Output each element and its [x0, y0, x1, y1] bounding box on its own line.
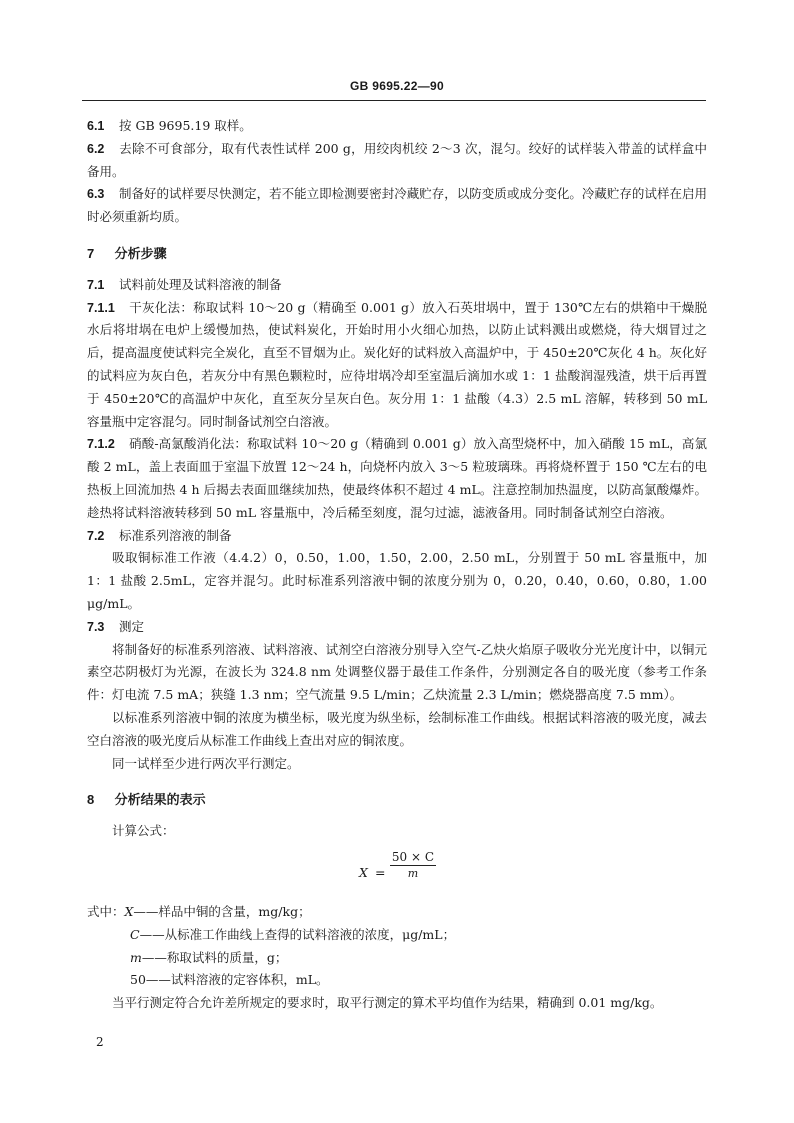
clause-number: 6.2	[87, 141, 105, 156]
clause-number: 7.2	[87, 528, 105, 543]
definition-symbol: m	[130, 949, 142, 965]
header-rule	[82, 100, 706, 101]
clause-title: 试料前处理及试料溶液的制备	[118, 276, 282, 292]
section-number: 8	[87, 792, 95, 808]
result-conclusion: 当平行测定符合允许差所规定的要求时，取平行测定的算术平均值作为结果，精确到 0.01 mg/kg。	[112, 995, 663, 1011]
clause-number: 7.1.1	[87, 300, 115, 315]
clause-7-2-text: 吸取铜标准工作液（4.4.2）0，0.50，1.00，1.50，2.00，2.50 mL，分别置于 50 mL 容量瓶中，加 1：1 盐酸 2.5mL，定容并混匀。此时标准系列溶液中铜的浓度分别为 0，0.20，0.40，0.60，0.80，1.00 μg/mL。	[87, 550, 707, 611]
formula-numerator: 50 × C	[391, 849, 435, 864]
clause-text: 制备好的试样要尽快测定，若不能立即检测要密封冷藏贮存，以防变质或成分变化。冷藏贮存的试样在启用时必须重新均质。	[87, 186, 707, 225]
definition-symbol: C	[130, 926, 140, 942]
definition-symbol: X	[124, 903, 134, 919]
formula-denominator: m	[407, 866, 419, 880]
definition-text: ——从标准工作曲线上查得的试料溶液的浓度，μg/mL；	[139, 926, 456, 942]
clause-text: 硝酸-高氯酸消化法：称取试料 10～20 g（精确到 0.001 g）放入高型烧杯中，加入硝酸 15 mL，高氯酸 2 mL，盖上表面皿于室温下放置 12～24 h，向烧杯内放入 3～5 粒玻璃珠。再将烧杯置于 150 ℃左右的电热板上回流加热 4 h 后揭去表面皿继续加热，使最终体积不超过 4 mL。注意控制加热温度，以防高氯酸爆炸。趁热将试料溶液转移到 50 mL 容量瓶中，冷后稀至刻度，混匀过滤，滤液备用。同时制备试剂空白溶液。	[87, 436, 707, 520]
clause-7-3-paragraph: 将制备好的标准系列溶液、试料溶液、试剂空白溶液分别导入空气-乙炔火焰原子吸收分光光度计中，以铜元素空芯阴极灯为光源，在波长为 324.8 nm 处调整仪器于最佳工作条件，分别测定各自的吸光度（参考工作条件：灯电流 7.5 mA；狭缝 1.3 nm；空气流量 9.5 L/min；乙炔流量 2.3 L/min；燃烧器高度 7.5 mm）。	[87, 641, 707, 703]
section-title: 分析结果的表示	[114, 792, 206, 808]
formula-intro: 计算公式：	[112, 823, 175, 839]
clause-text: 按 GB 9695.19 取样。	[118, 118, 252, 133]
formula-fraction	[390, 849, 436, 882]
clause-number: 6.3	[87, 187, 105, 202]
clause-7-1-2	[87, 433, 707, 524]
definition-symbol: 50	[130, 972, 146, 988]
clause-number: 7.1	[87, 277, 105, 292]
clause-7-3-paragraph: 同一试样至少进行两次平行测定。	[112, 755, 300, 771]
page-number: 2	[96, 1035, 104, 1049]
where-label: 式中：	[87, 903, 125, 919]
clause-title: 测定	[118, 618, 144, 634]
clause-number: 7.3	[87, 619, 105, 634]
formula-equals: =	[375, 864, 386, 880]
clause-number: 7.1.2	[87, 437, 115, 452]
page-header-standard-code: GB 9695.22—90	[350, 79, 444, 93]
section-8-heading	[87, 789, 707, 812]
definition-row	[87, 924, 707, 947]
clause-7-3-heading	[87, 616, 707, 639]
clause-7-3-paragraph: 以标准系列溶液中铜的浓度为横坐标，吸光度为纵坐标，绘制标准工作曲线。根据试料溶液的吸光度，减去空白溶液的吸光度后从标准工作曲线上查出对应的铜浓度。	[87, 709, 707, 748]
clause-title: 标准系列溶液的制备	[118, 527, 232, 543]
definition-row	[87, 901, 707, 924]
clause-6-1	[87, 115, 707, 138]
clause-6-2	[87, 138, 707, 184]
formula	[87, 843, 707, 901]
formula-lhs: X	[359, 864, 368, 880]
clause-text: 干灰化法：称取试料 10～20 g（精确至 0.001 g）放入石英坩埚中，置于 130℃左右的烘箱中干燥脱水后将坩埚在电炉上缓慢加热，使试料炭化，开始时用小火细心加热，以防止试料溅出或燃烧，待大烟冒过之后，提高温度使试料完全炭化，直至不冒烟为止。炭化好的试料放入高温炉中，于 450±20℃灰化 4 h。灰化好的试料应为灰白色，若灰分中有黑色颗粒时，应待坩埚冷却至室温后滴加水或 1：1 盐酸润湿残渣，烘干后再置于 450±20℃的高温炉中灰化，直至灰分呈灰白色。灰分用 1：1 盐酸（4.3）2.5 mL 溶解，转移到 50 mL 容量瓶中定容混匀。同时制备试剂空白溶液。	[87, 299, 707, 429]
section-number: 7	[87, 245, 95, 261]
section-7-heading	[87, 243, 707, 266]
definition-text: ——试料溶液的定容体积，mL。	[145, 972, 329, 988]
clause-7-1-heading	[87, 274, 707, 297]
section-title: 分析步骤	[114, 245, 167, 261]
definition-text: ——称取试料的质量，g；	[141, 949, 288, 965]
clause-7-1-1	[87, 297, 707, 434]
clause-number: 6.1	[87, 119, 105, 133]
definition-row	[87, 969, 707, 992]
definition-row	[87, 947, 707, 970]
clause-text: 去除不可食部分，取有代表性试样 200 g，用绞肉机绞 2～3 次，混匀。绞好的试样装入带盖的试样盒中备用。	[87, 140, 707, 179]
definition-text: ——样品中铜的含量，mg/kg；	[133, 903, 311, 919]
document-body	[87, 115, 707, 1015]
clause-7-2-heading	[87, 525, 707, 548]
clause-6-3	[87, 183, 707, 229]
